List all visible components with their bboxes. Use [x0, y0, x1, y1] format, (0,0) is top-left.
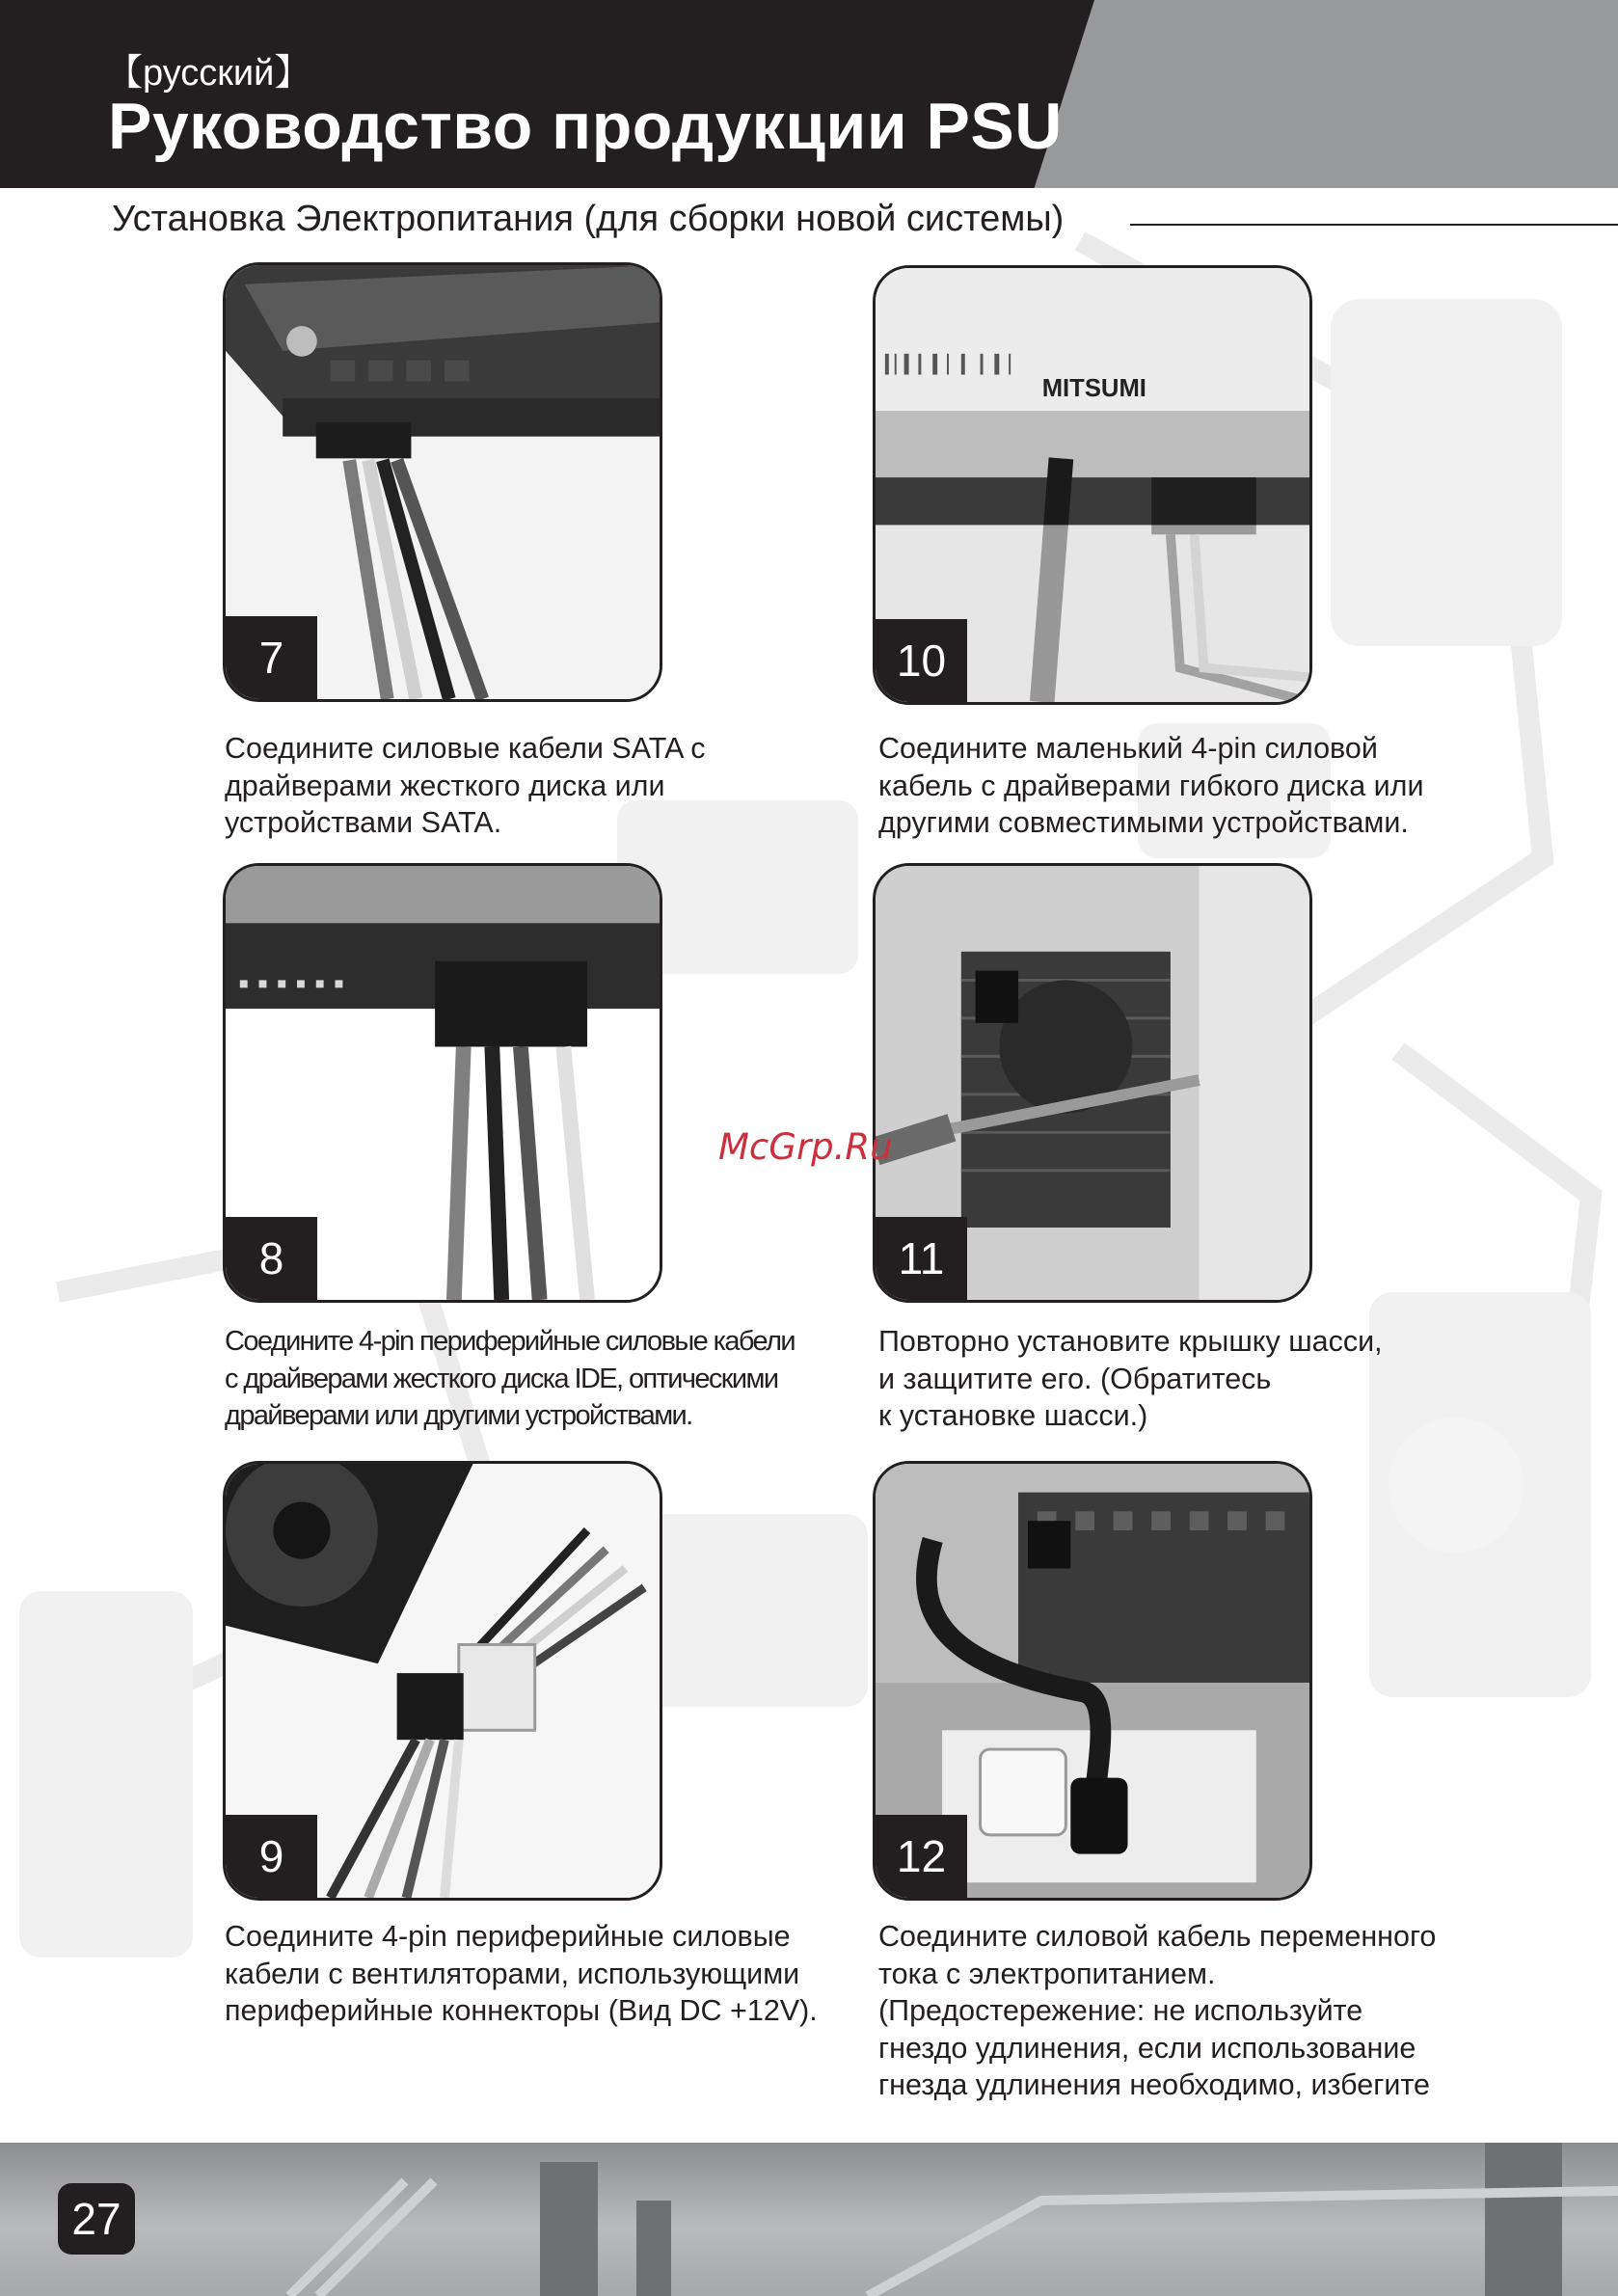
page-number: 27	[58, 2183, 135, 2255]
caption-line: Соедините силовой кабель переменного	[878, 1920, 1437, 1953]
caption-line: кабели с вентиляторами, использующими	[225, 1957, 800, 1990]
step-11-photo	[873, 863, 1312, 1303]
caption-line: периферийные коннекторы (Вид DC +12V).	[225, 1994, 818, 2027]
step-12-caption	[878, 1918, 1515, 2104]
caption-line: Соедините 4-pin периферийные силовые	[225, 1920, 791, 1953]
footer-cable-artwork	[0, 2143, 1618, 2296]
step-8-photo	[223, 863, 662, 1303]
caption-line: Соедините 4-pin периферийные силовые кабели	[225, 1326, 796, 1357]
step-number: 8	[226, 1217, 317, 1300]
caption-line: устройствами SATA.	[225, 806, 502, 839]
caption-line: другими совместимыми устройствами.	[878, 806, 1409, 839]
step-11-caption	[878, 1323, 1515, 1435]
drive-brand-label: MITSUMI	[1041, 375, 1146, 403]
page-title: Руководство продукции PSU	[108, 90, 1063, 163]
caption-line: кабель с драйверами гибкого диска или	[878, 769, 1424, 802]
section-title: Установка Электропитания (для сборки новой системы)	[112, 199, 1077, 240]
step-number: 7	[226, 616, 317, 699]
caption-line: тока с электропитанием.	[878, 1957, 1216, 1990]
footer-band	[0, 2143, 1618, 2296]
caption-line: Соедините силовые кабели SATA с	[225, 732, 706, 765]
caption-line: и защитите его. (Обратитесь	[878, 1362, 1272, 1395]
step-9-caption	[225, 1918, 861, 2030]
caption-line: Соедините маленький 4-pin силовой	[878, 732, 1378, 765]
caption-line: гнездо удлинения, если использование	[878, 2031, 1416, 2065]
step-12-photo	[873, 1461, 1312, 1901]
caption-line: (Предостережение: не используйте	[878, 1994, 1363, 2027]
caption-line: с драйверами жесткого диска IDE, оптическими	[225, 1363, 778, 1394]
caption-line: драйверами или другими устройствами.	[225, 1400, 692, 1431]
step-number: 10	[876, 619, 967, 702]
step-10-caption	[878, 730, 1515, 842]
section-rule	[1130, 224, 1618, 226]
caption-line: гнезда удлинения необходимо, избегите	[878, 2068, 1431, 2101]
step-10-photo	[873, 265, 1312, 705]
step-number: 9	[226, 1815, 317, 1898]
step-number: 12	[876, 1815, 967, 1898]
language-label: 【русский】	[106, 53, 311, 94]
caption-line: к установке шасси.)	[878, 1399, 1148, 1432]
caption-line: драйверами жесткого диска или	[225, 769, 665, 802]
step-7-caption	[225, 730, 861, 842]
step-number: 11	[876, 1217, 967, 1300]
caption-line: Повторно установите крышку шасси,	[878, 1325, 1383, 1358]
step-8-caption	[225, 1323, 861, 1435]
watermark: McGrp.Ru	[718, 1126, 893, 1168]
step-9-photo	[223, 1461, 662, 1901]
step-7-photo	[223, 262, 662, 702]
